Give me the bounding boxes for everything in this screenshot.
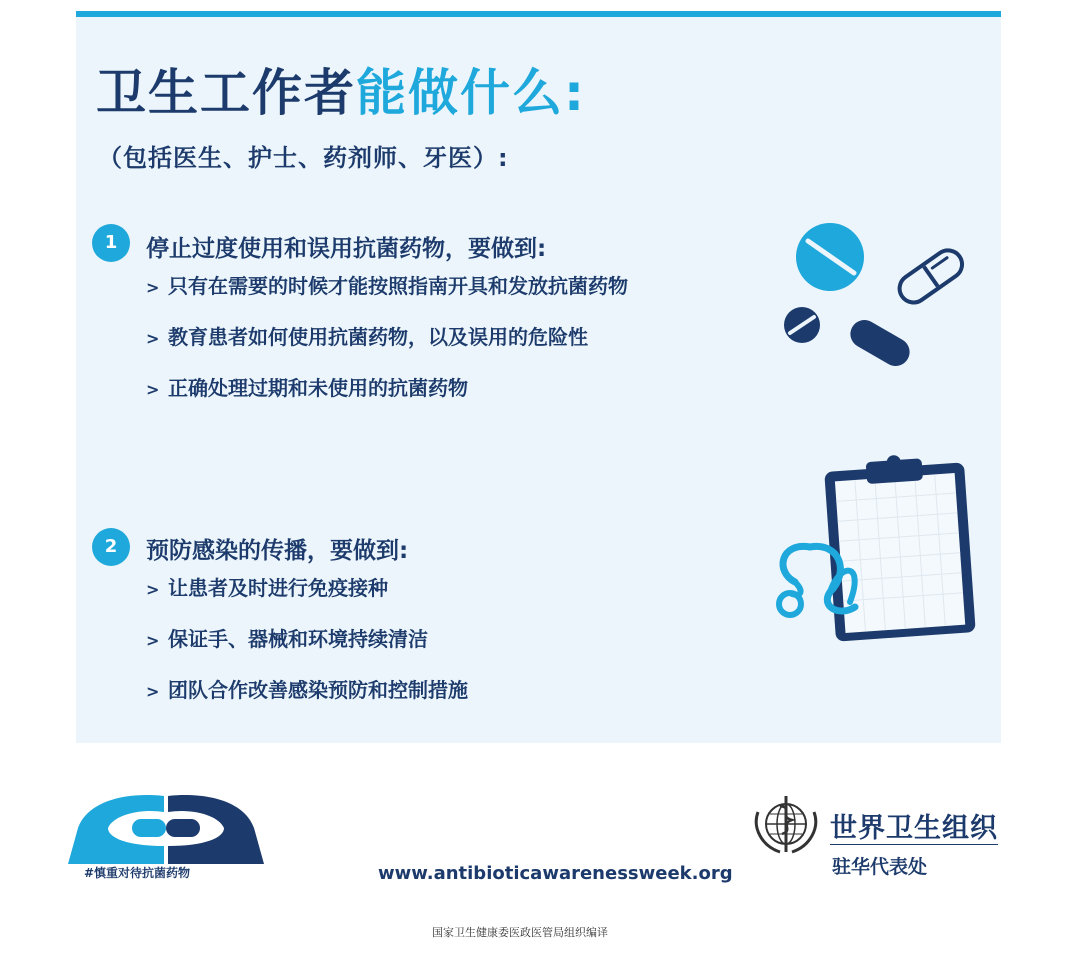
section-2-bullet-3: > 团队合作改善感染预防和控制措施 [146,678,468,702]
who-emblem-icon [750,792,822,856]
section-2-number: 2 [92,528,130,566]
who-name: 世界卫生组织 [830,813,998,844]
section-2-bullet-2: > 保证手、器械和环境持续清洁 [146,627,428,651]
pills-icon [770,215,980,375]
section-1-bullet-1: > 只有在需要的时候才能按照指南开具和发放抗菌药物 [146,274,628,298]
page-subtitle: （包括医生、护士、药剂师、牙医）: [98,144,509,172]
section-2-bullet-1: > 让患者及时进行免疫接种 [146,576,388,600]
website-link[interactable]: www.antibioticawarenessweek.org [378,863,733,884]
page-title [96,58,586,128]
campaign-hashtag: #慎重对待抗菌药物 [84,866,191,880]
section-2-heading: 预防感染的传播，要做到: [146,538,409,564]
section-1-bullet-2: > 教育患者如何使用抗菌药物，以及误用的危险性 [146,325,588,349]
section-1-heading: 停止过度使用和误用抗菌药物，要做到: [146,236,547,262]
hands-capsule-logo [68,788,264,866]
who-office: 驻华代表处 [832,856,928,878]
who-divider [830,844,998,845]
section-1-number: 1 [92,224,130,262]
footer-credit: 国家卫生健康委医政医管局组织编译 [432,926,608,939]
section-1-bullet-3: > 正确处理过期和未使用的抗菌药物 [146,376,468,400]
title-part1: 卫生工作者 [96,64,356,122]
clipboard-icon [770,452,980,647]
title-part2: 能做什么: [356,64,586,122]
